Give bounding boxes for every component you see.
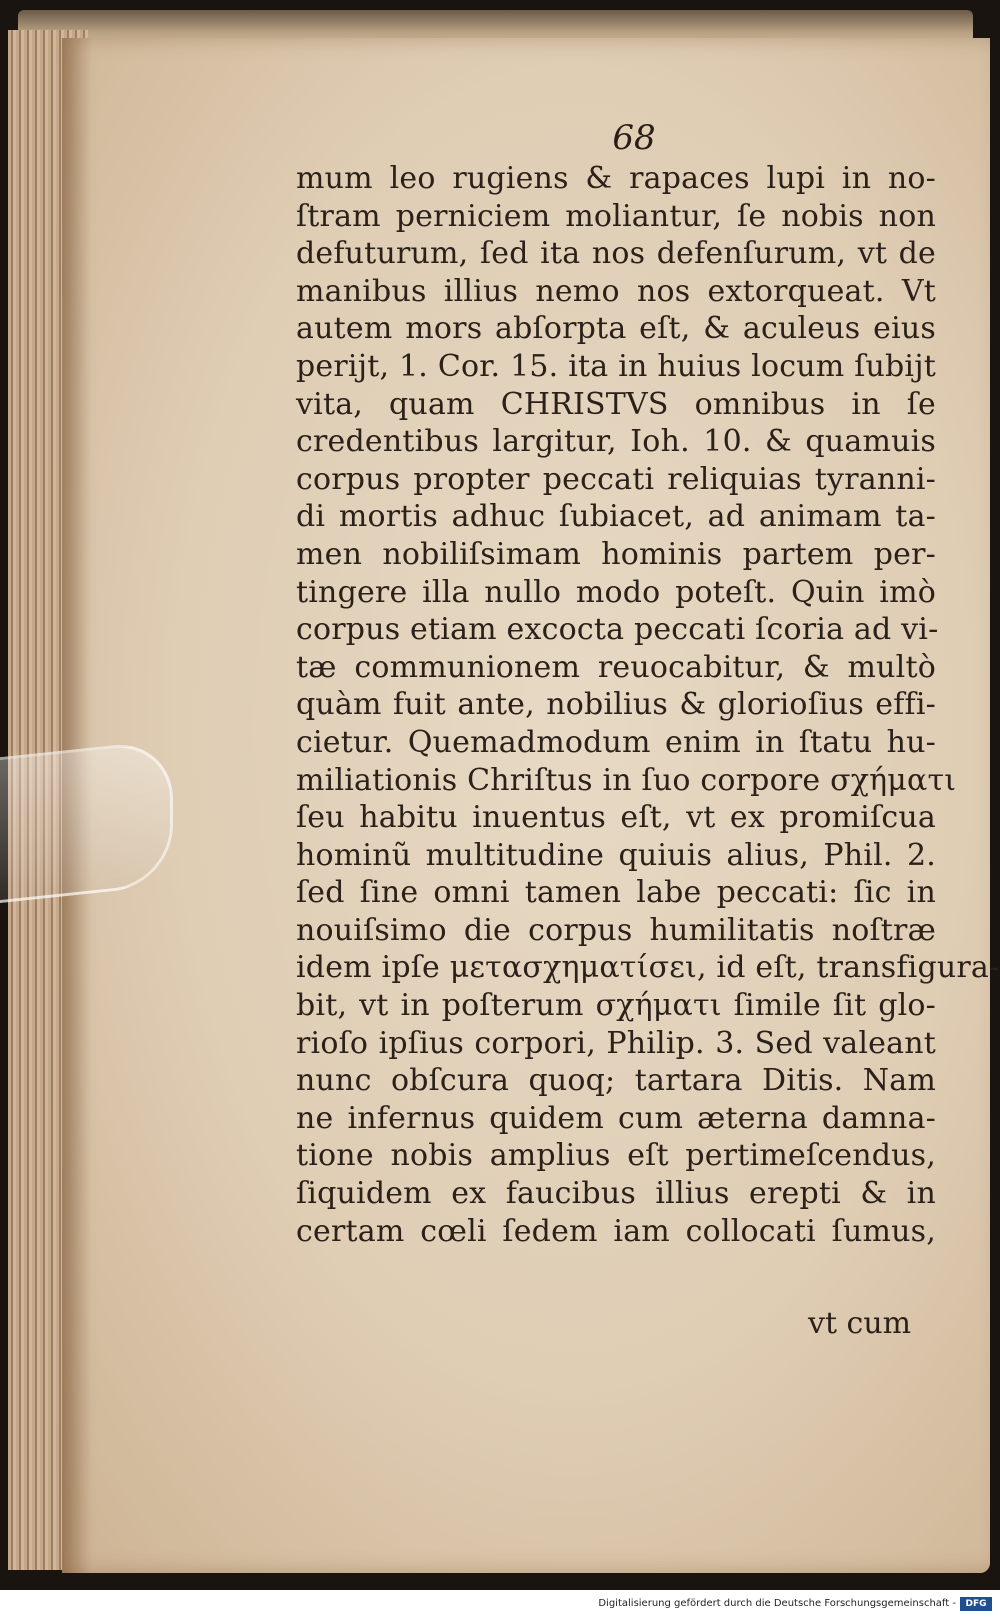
text-line: autem mors abſorpta eſt, & aculeus eius <box>296 311 936 347</box>
text-line: corpus propter peccati reliquias tyranni- <box>296 461 936 497</box>
text-line: tingere illa nullo modo poteſt. Quin imò <box>296 574 936 610</box>
text-line: di mortis adhuc ſubiacet, ad animam ta- <box>296 499 936 535</box>
text-line: ſtram perniciem moliantur, ſe nobis non <box>296 198 936 234</box>
text-line: idem ipſe μετασχηματίσει, id eſt, transfigura- <box>296 950 1000 986</box>
text-line: corpus etiam excocta peccati ſcoria ad vi- <box>296 612 939 648</box>
dfg-logo[interactable]: DFG <box>960 1597 992 1611</box>
text-line: ſeu habitu inuentus eſt, vt ex promiſcua <box>296 800 936 836</box>
text-line: mum leo rugiens & rapaces lupi in no- <box>296 161 936 196</box>
text-line: bit, vt in poſterum σχήματι ſimile ſit glo- <box>296 988 936 1024</box>
text-line: tione nobis amplius eſt pertimeſcendus, <box>296 1138 936 1174</box>
text-line: nunc obſcura quoq; tartara Ditis. Nam <box>296 1063 936 1099</box>
text-line: cietur. Quemadmodum enim in ſtatu hu- <box>296 724 936 760</box>
text-line: vita, quam CHRISTVS omnibus in ſe <box>296 386 936 422</box>
text-line: ſiquidem ex faucibus illius erepti & in <box>296 1176 936 1212</box>
text-line: quàm fuit ante, nobilius & glorioſius effi- <box>296 687 936 723</box>
catchword: vt cum <box>808 1306 912 1341</box>
text-line: nouiſsimo die corpus humilitatis noſtræ <box>296 912 936 948</box>
text-line: certam cœli ſedem iam collocati ſumus, <box>296 1213 936 1249</box>
body-text <box>296 160 1000 1250</box>
text-line: men nobiliſsimam hominis partem per- <box>296 536 936 572</box>
page-number: 68 <box>612 118 656 158</box>
text-line: ne infernus quidem cum æterna damna- <box>296 1100 936 1136</box>
text-line: defuturum, ſed ita nos defenſurum, vt de <box>296 236 936 272</box>
text-line: rioſo ipſius corpori, Philip. 3. Sed valeant <box>296 1025 936 1061</box>
text-line: manibus illius nemo nos extorqueat. Vt <box>296 273 936 309</box>
text-line: perijt, 1. Cor. 15. ita in huius locum ſubijt <box>296 348 936 384</box>
text-line: hominũ multitudine quiuis alius, Phil. 2. <box>296 837 936 873</box>
text-line: miliationis Chriſtus in ſuo corpore σχήματι <box>296 762 957 798</box>
text-line: credentibus largitur, Ioh. 10. & quamuis <box>296 424 936 460</box>
text-line: ſed ſine omni tamen labe peccati: ſic in <box>296 875 936 911</box>
text-line: tæ communionem reuocabitur, & multò <box>296 649 936 685</box>
digitization-credit: Digitalisierung gefördert durch die Deutsche Forschungsgemeinschaft - <box>598 1598 956 1609</box>
